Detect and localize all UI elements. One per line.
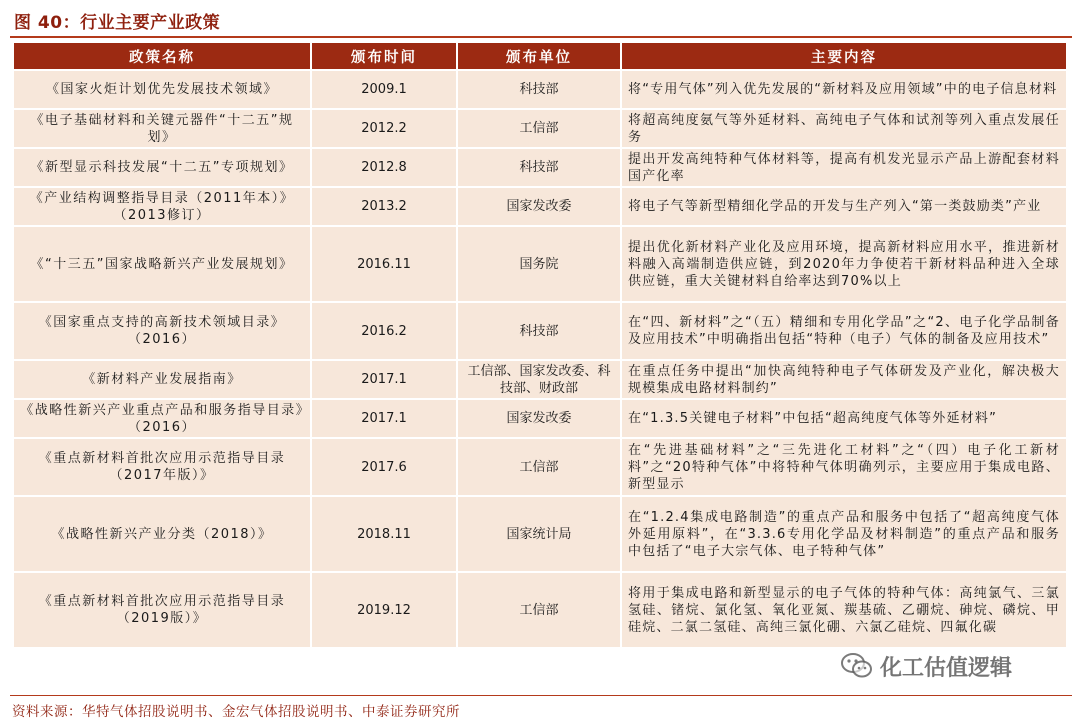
header-policy-name: 政策名称 <box>14 43 312 69</box>
policy-date: 2012.8 <box>312 149 458 186</box>
policy-content: 将“专用气体”列入优先发展的“新材料及应用领域”中的电子信息材料 <box>622 71 1066 108</box>
policy-date: 2018.11 <box>312 497 458 571</box>
policy-name: 《重点新材料首批次应用示范指导目录（2019版）》 <box>14 573 312 647</box>
header-date: 颁布时间 <box>312 43 458 69</box>
policy-content: 将电子气等新型精细化学品的开发与生产列入“第一类鼓励类”产业 <box>622 188 1066 225</box>
table-row <box>14 497 1066 571</box>
policy-name: 《“十三五”国家战略新兴产业发展规划》 <box>14 227 312 301</box>
table-row <box>14 361 1066 398</box>
policy-unit: 科技部 <box>458 303 622 359</box>
policy-unit: 工信部、国家发改委、科技部、财政部 <box>458 361 622 398</box>
table-row <box>14 573 1066 647</box>
policy-date: 2013.2 <box>312 188 458 225</box>
table-row <box>14 110 1066 147</box>
title-divider <box>10 36 1072 38</box>
table-row <box>14 188 1066 225</box>
watermark <box>840 644 1050 688</box>
policy-content: 在“四、新材料”之“（五）精细和专用化学品”之“2、电子化学品制备及应用技术”中明确指出包括“特种（电子）气体的制备及应用技术” <box>622 303 1066 359</box>
policy-content: 在重点任务中提出“加快高纯特种电子气体研发及产业化，解决极大规模集成电路材料制约” <box>622 361 1066 398</box>
table-row <box>14 439 1066 495</box>
header-unit: 颁布单位 <box>458 43 622 69</box>
policy-date: 2012.2 <box>312 110 458 147</box>
source-note: 资料来源：华特气体招股说明书、金宏气体招股说明书、中泰证券研究所 <box>12 704 460 720</box>
policy-unit: 科技部 <box>458 71 622 108</box>
policy-date: 2009.1 <box>312 71 458 108</box>
policy-name: 《战略性新兴产业重点产品和服务指导目录》（2016） <box>14 400 312 437</box>
policy-content: 将超高纯度氨气等外延材料、高纯电子气体和试剂等列入重点发展任务 <box>622 110 1066 147</box>
policy-unit: 科技部 <box>458 149 622 186</box>
policy-name: 《电子基础材料和关键元器件“十二五”规划》 <box>14 110 312 147</box>
policy-name: 《国家重点支持的高新技术领域目录》（2016） <box>14 303 312 359</box>
policy-unit: 国家统计局 <box>458 497 622 571</box>
policy-date: 2016.2 <box>312 303 458 359</box>
table-row <box>14 227 1066 301</box>
policy-unit: 国家发改委 <box>458 400 622 437</box>
figure-title: 图 40：行业主要产业政策 <box>14 13 221 33</box>
table-row <box>14 71 1066 108</box>
header-content: 主要内容 <box>622 43 1066 69</box>
policy-unit: 国务院 <box>458 227 622 301</box>
policy-date: 2017.1 <box>312 400 458 437</box>
policy-name: 《国家火炬计划优先发展技术领域》 <box>14 71 312 108</box>
policy-content: 在“1.3.5关键电子材料”中包括“超高纯度气体等外延材料” <box>622 400 1066 437</box>
policy-content: 提出优化新材料产业化及应用环境，提高新材料应用水平，推进新材料融入高端制造供应链，到2020年力争使若干新材料品种进入全球供应链，重大关键材料自给率达到70%以上 <box>622 227 1066 301</box>
watermark-text: 化工估值逻辑 <box>880 655 1013 681</box>
policy-table <box>14 41 1066 649</box>
policy-unit: 工信部 <box>458 573 622 647</box>
policy-name: 《重点新材料首批次应用示范指导目录（2017年版）》 <box>14 439 312 495</box>
policy-content: 将用于集成电路和新型显示的电子气体的特种气体：高纯氯气、三氯氢硅、锗烷、氯化氢、氧化亚氮、羰基硫、乙硼烷、砷烷、磷烷、甲硅烷、二氯二氢硅、高纯三氯化硼、六氯乙硅烷、四氟化碳 <box>622 573 1066 647</box>
policy-name: 《战略性新兴产业分类（2018）》 <box>14 497 312 571</box>
policy-unit: 工信部 <box>458 110 622 147</box>
table-header-row <box>14 43 1066 69</box>
policy-name: 《新材料产业发展指南》 <box>14 361 312 398</box>
policy-unit: 国家发改委 <box>458 188 622 225</box>
policy-content: 在“先进基础材料”之“三先进化工材料”之“（四）电子化工新材料”之“20特种气体”中将特种气体明确列示，主要应用于集成电路、新型显示 <box>622 439 1066 495</box>
policy-content: 提出开发高纯特种气体材料等，提高有机发光显示产品上游配套材料国产化率 <box>622 149 1066 186</box>
policy-content: 在“1.2.4集成电路制造”的重点产品和服务中包括了“超高纯度气体外延用原料”，在“3.3.6专用化学品及材料制造”的重点产品和服务中包括了“电子大宗气体、电子特种气体” <box>622 497 1066 571</box>
wechat-icon <box>840 649 874 683</box>
policy-date: 2017.1 <box>312 361 458 398</box>
footer-divider <box>10 695 1072 696</box>
policy-date: 2016.11 <box>312 227 458 301</box>
policy-date: 2019.12 <box>312 573 458 647</box>
policy-name: 《新型显示科技发展“十二五”专项规划》 <box>14 149 312 186</box>
table-row <box>14 400 1066 437</box>
policy-date: 2017.6 <box>312 439 458 495</box>
table-row <box>14 303 1066 359</box>
policy-name: 《产业结构调整指导目录（2011年本）》（2013修订） <box>14 188 312 225</box>
policy-unit: 工信部 <box>458 439 622 495</box>
table-row <box>14 149 1066 186</box>
